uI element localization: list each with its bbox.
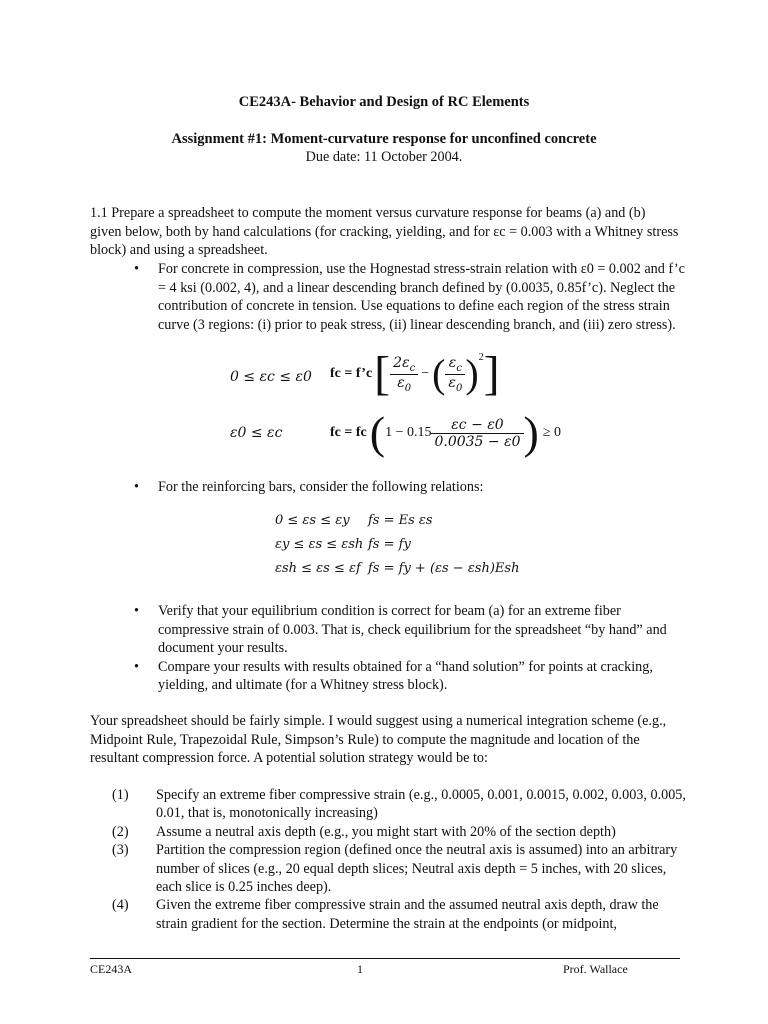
concrete-eq1: fc = f’c [ $\frac{2\varepsilon_c}{\varepsilon_0}$ − ( $\frac{\varepsilon_c}{\varepsilon_0}$ ) $^2$ ] (330, 347, 500, 400)
step-text: Partition the compression region (defined once the neutral axis is assumed) into an arbitrary number of slices (e.g., 20 equal depth slices; Neutral axis depth = 5 inches, with 20 slices, each slice is 0.25 inches deep). (156, 842, 678, 896)
bracket-right-icon: ] (483, 347, 500, 400)
bullet-verify-text: Verify that your equilibrium condition is correct for beam (a) for an extreme fiber compressive strain of 0.003. That is, check equilibrium for the spreadsheet “by hand” and document your results. (158, 603, 667, 657)
bullet-rebar (90, 478, 690, 497)
concrete-eq2-ge: ≥ 0 (542, 425, 562, 440)
steel-rel-1: fs = Es εs (368, 513, 433, 528)
steel-range-2: εy ≤ εs ≤ εsh (275, 537, 364, 552)
paren-right-icon: ) (523, 407, 539, 458)
intro-paragraph: 1.1 Prepare a spreadsheet to compute the moment versus curvature response for beams (a) and (b) given below, both by hand calculations (for cracking, yielding, and for εc = 0.003 with a Whitney stress block) and using a spreadsheet. (90, 205, 679, 259)
strategy-paragraph: Your spreadsheet should be fairly simple. I would suggest using a numerical integration scheme (e.g., Midpoint Rule, Trapezoidal Rule, Simpson’s Rule) to compute the magnitude and location of the resultant compression force. A potential solution strategy would be to: (90, 713, 667, 767)
step-text: Specify an extreme fiber compressive strain (e.g., 0.0005, 0.001, 0.0015, 0.002, 0.003, 0.005, 0.01, that is, monotonically increasing) (156, 787, 686, 822)
concrete-eq2-coef: 1 − 0.15 (385, 425, 432, 440)
step-number: (4) (112, 897, 129, 914)
concrete-eq2-range: ε0 ≤ εc (230, 425, 283, 441)
bullet-concrete-text: For concrete in compression, use the Hognestad stress-strain relation with ε0 = 0.002 and f’c = 4 ksi (0.002, 4), and a linear descending branch defined by (0.0035, 0.85f’c). Neglect the contribution of concrete in tension. Use equations to define each region of the stress strain curve (3 regions: (i) prior to peak stress, (ii) linear descending branch, and (iii) zero stress). (158, 261, 685, 333)
concrete-eq1-range: 0 ≤ εc ≤ ε0 (230, 369, 312, 385)
concrete-eq2-lhs: fc = fc (330, 425, 367, 440)
concrete-eq1-lhs: fc = f’c (330, 366, 373, 381)
bullet-list-3 (90, 602, 690, 695)
list-item (90, 841, 690, 896)
bullet-compare-text: Compare your results with results obtained for a “hand solution” for points at cracking, yielding, and ultimate (for a Whitney stress block). (158, 658, 653, 694)
list-item (90, 896, 690, 933)
bullet-dot-icon: • (134, 261, 139, 277)
bullet-dot-icon: • (134, 479, 139, 495)
steel-range-1: 0 ≤ εs ≤ εy (275, 513, 350, 528)
frac-ec-e0: $\frac{\varepsilon_c}{\varepsilon_0}$ (445, 355, 465, 394)
step-text: Given the extreme fiber compressive strain and the assumed neutral axis depth, draw the strain gradient for the section. Determine the strain at the endpoints (or midpoint, (156, 897, 659, 932)
due-date: Due date: 11 October 2004. (305, 149, 463, 165)
step-number: (2) (112, 823, 129, 840)
steps-list (90, 786, 690, 933)
footer-left: CE243A (90, 962, 132, 976)
step-number: (3) (112, 842, 129, 859)
paren-right-icon: ) (465, 351, 479, 396)
bullet-list-2 (90, 478, 690, 497)
bullet-dot-icon: • (134, 603, 139, 619)
step-number: (1) (112, 787, 129, 803)
concrete-eq2 (330, 407, 562, 458)
frac-2ec-e0: $\frac{2\varepsilon_c}{\varepsilon_0}$ (390, 355, 418, 394)
bullet-compare (90, 658, 690, 695)
page-number: 1 (357, 962, 363, 976)
steel-range-3: εsh ≤ εs ≤ εf (275, 561, 361, 576)
bullet-verify (90, 602, 690, 658)
paren-left-icon: ( (432, 351, 446, 396)
step-text: Assume a neutral axis depth (e.g., you might start with 20% of the section depth) (156, 823, 616, 840)
steel-rel-2: fs = fy (368, 537, 411, 552)
steel-rel-3: fs = fy + (εs − εsh)Esh (368, 561, 520, 576)
assignment-heading: Assignment #1: Moment-curvature response for unconfined concrete (171, 131, 597, 147)
list-item (90, 786, 690, 823)
concrete-eq2-frac: $\frac{\varepsilon c - \varepsilon 0}{0.0035 - \varepsilon 0}$ (431, 417, 523, 450)
bullet-rebar-text: For the reinforcing bars, consider the following relations: (158, 479, 484, 495)
bullet-list-1 (90, 260, 690, 334)
footer-right: Prof. Wallace (563, 962, 628, 976)
paren-left-icon: ( (369, 407, 386, 458)
footer-divider (90, 958, 680, 959)
bullet-concrete (90, 260, 690, 334)
list-item (90, 823, 690, 841)
bracket-left-icon: [ (374, 347, 391, 400)
document-title: CE243A- Behavior and Design of RC Elements (238, 94, 530, 110)
bullet-dot-icon: • (134, 658, 139, 675)
